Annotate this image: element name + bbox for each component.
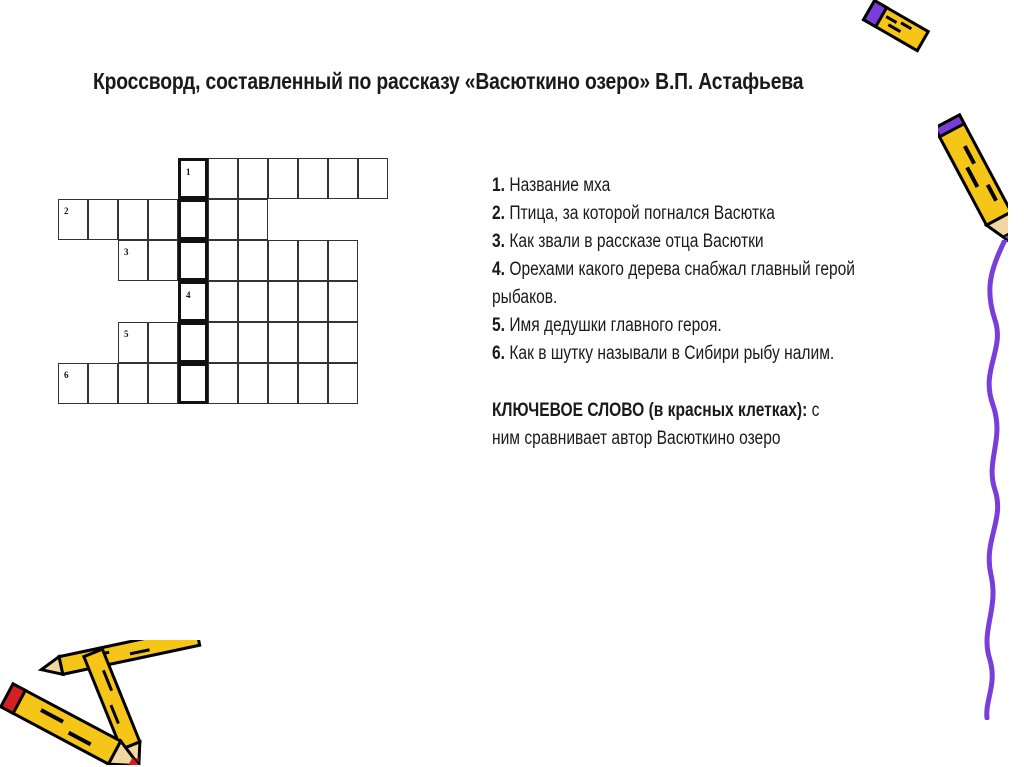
crossword-cell — [148, 322, 178, 363]
crossword-cell — [238, 281, 268, 322]
crossword-cell — [208, 363, 238, 404]
crossword-cell — [118, 322, 148, 363]
crossword-cell — [58, 199, 88, 240]
crossword-cell — [208, 199, 238, 240]
crossword-number: 2 — [64, 206, 69, 216]
crossword-cell — [88, 199, 118, 240]
crossword-cell — [208, 158, 238, 199]
crossword-key-cell — [178, 281, 208, 322]
clue-1: 1. Название мха — [492, 175, 611, 196]
crossword-cell — [58, 363, 88, 404]
crossword-key-cell — [178, 158, 208, 199]
crossword-number: 1 — [186, 167, 191, 177]
crossword-cell — [268, 281, 298, 322]
page-title: Кроссворд, составленный по рассказу «Васюткино озеро» В.П. Астафьева — [93, 68, 804, 94]
clue-6: 6. Как в шутку называли в Сибири рыбу налим. — [492, 343, 835, 364]
crossword-cell — [208, 240, 238, 281]
crossword-cell — [238, 199, 268, 240]
crossword-key-cell — [178, 322, 208, 363]
crossword-cell — [328, 322, 358, 363]
squiggle-line — [965, 240, 1015, 720]
crossword-key-cell — [178, 240, 208, 281]
crossword-cell — [208, 281, 238, 322]
crossword-cell — [268, 158, 298, 199]
clue-3: 3. Как звали в рассказе отца Васютки — [492, 231, 764, 252]
crossword-key-cell — [178, 363, 208, 404]
crossword-cell — [238, 363, 268, 404]
crossword-cell — [328, 363, 358, 404]
crossword-number: 5 — [124, 329, 129, 339]
crossword-cell — [118, 363, 148, 404]
clue-list — [492, 172, 918, 368]
crossword-key-cell — [178, 199, 208, 240]
crossword-number: 6 — [64, 370, 69, 380]
keyword-block — [492, 397, 918, 453]
crossword-number: 4 — [186, 290, 191, 300]
crossword-cell — [268, 363, 298, 404]
crossword-cell — [298, 240, 328, 281]
crossword-cell — [328, 281, 358, 322]
crossword-cell — [358, 158, 388, 199]
keyword-line-1: КЛЮЧЕВОЕ СЛОВО (в красных клетках): с — [492, 400, 820, 421]
crossword-number: 3 — [124, 247, 129, 257]
clue-2: 2. Птица, за которой погнался Васютка — [492, 203, 775, 224]
crossword-cell — [298, 363, 328, 404]
keyword-line-2: ним сравнивает автор Васюткино озеро — [492, 428, 781, 449]
crossword-cell — [328, 240, 358, 281]
clue-5: 5. Имя дедушки главного героя. — [492, 315, 722, 336]
crossword-cell — [298, 322, 328, 363]
crossword-cell — [148, 199, 178, 240]
crossword-cell — [238, 240, 268, 281]
pencil-cluster-icon — [0, 640, 210, 765]
crossword-cell — [268, 240, 298, 281]
crossword-cell — [298, 281, 328, 322]
crossword-cell — [268, 322, 298, 363]
crossword-cell — [328, 158, 358, 199]
clue-4-continued: рыбаков. — [492, 287, 558, 308]
crossword-cell — [238, 322, 268, 363]
crossword-cell — [298, 158, 328, 199]
crossword-cell — [208, 322, 238, 363]
clue-4: 4. Орехами какого дерева снабжал главный герой — [492, 259, 856, 280]
crossword-cell — [118, 240, 148, 281]
crossword-cell — [88, 363, 118, 404]
crossword-cell — [118, 199, 148, 240]
pencil-icon — [938, 90, 1008, 250]
crossword-cell — [148, 240, 178, 281]
crossword-cell — [148, 363, 178, 404]
pencil-icon — [858, 0, 938, 56]
crossword-grid — [0, 0, 400, 420]
crossword-cell — [238, 158, 268, 199]
